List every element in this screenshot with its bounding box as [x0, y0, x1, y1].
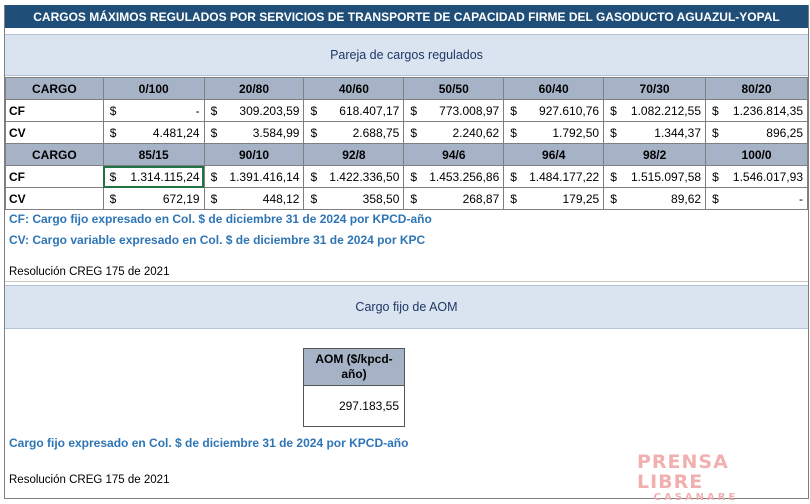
- row-label[interactable]: CF: [6, 166, 104, 188]
- table-header-row: [6, 144, 808, 166]
- charges-table-1: [5, 77, 808, 144]
- table-cell[interactable]: $ 773.008,97: [404, 100, 504, 122]
- table-cell[interactable]: $ 1.391.416,14: [204, 166, 304, 188]
- table-cell[interactable]: $ 896,25: [706, 122, 808, 144]
- table-cell[interactable]: $ 1.484.177,22: [504, 166, 604, 188]
- row-label[interactable]: CV: [6, 188, 104, 210]
- table-cell[interactable]: $ 927.610,76: [504, 100, 604, 122]
- column-header[interactable]: 60/40: [504, 78, 604, 100]
- table-cell[interactable]: $ 672,19: [103, 188, 204, 210]
- table-cell[interactable]: $ 268,87: [404, 188, 504, 210]
- charges-table-2: [5, 143, 808, 210]
- table-row-cv: [6, 122, 808, 144]
- selected-cell[interactable]: $ 1.314.115,24: [103, 166, 204, 188]
- column-header[interactable]: 92/8: [304, 144, 404, 166]
- aom-table: [303, 348, 405, 427]
- column-header[interactable]: 80/20: [706, 78, 808, 100]
- table-cell[interactable]: $ 4.481,24: [103, 122, 204, 144]
- column-header[interactable]: 90/10: [204, 144, 304, 166]
- watermark-line1: PRENSA LIBRE: [637, 451, 729, 493]
- spreadsheet: [4, 5, 809, 503]
- table-cell[interactable]: $ 89,62: [604, 188, 706, 210]
- table-cell[interactable]: $ 1.792,50: [504, 122, 604, 144]
- resolution-text: Resolución CREG 175 de 2021: [9, 266, 170, 278]
- row-label[interactable]: CF: [6, 100, 104, 122]
- table-cell[interactable]: $ 309.203,59: [204, 100, 304, 122]
- table-cell[interactable]: $ -: [706, 188, 808, 210]
- column-header[interactable]: 0/100: [103, 78, 204, 100]
- table-row-cv: [6, 188, 808, 210]
- table-cell[interactable]: $ 1.546.017,93: [706, 166, 808, 188]
- table-cell[interactable]: $ 1.082.212,55: [604, 100, 706, 122]
- aom-header[interactable]: AOM ($/kpcd-año): [304, 349, 404, 386]
- table-cell[interactable]: $ 3.584,99: [204, 122, 304, 144]
- column-header[interactable]: 94/6: [404, 144, 504, 166]
- column-header[interactable]: 96/4: [504, 144, 604, 166]
- row-label[interactable]: CV: [6, 122, 104, 144]
- aom-value[interactable]: 297.183,55: [338, 399, 399, 413]
- watermark-line2: CASANARE: [653, 492, 739, 503]
- column-header[interactable]: 98/2: [604, 144, 706, 166]
- section-title-aom: Cargo fijo de AOM: [5, 285, 808, 329]
- aom-note: Cargo fijo expresado en Col. $ de diciembre 31 de 2024 por KPCD-año: [9, 436, 409, 450]
- column-header[interactable]: 20/80: [204, 78, 304, 100]
- resolution-text: Resolución CREG 175 de 2021: [9, 474, 170, 486]
- table-cell[interactable]: $ 1.453.256,86: [404, 166, 504, 188]
- table-cell[interactable]: $ 1.344,37: [604, 122, 706, 144]
- column-header[interactable]: 70/30: [604, 78, 706, 100]
- table-cell[interactable]: $ 2.240,62: [404, 122, 504, 144]
- table-cell[interactable]: $ 618.407,17: [304, 100, 404, 122]
- table-row-cf: [6, 166, 808, 188]
- table-cell[interactable]: $ 1.422.336,50: [304, 166, 404, 188]
- table-cell[interactable]: $ 448,12: [204, 188, 304, 210]
- cargo-header[interactable]: CARGO: [6, 78, 104, 100]
- prensa-libre-watermark: [637, 451, 755, 503]
- cf-note: CF: Cargo fijo expresado en Col. $ de diciembre 31 de 2024 por KPCD-año: [9, 212, 432, 226]
- column-header[interactable]: 40/60: [304, 78, 404, 100]
- table-cell[interactable]: $ 358,50: [304, 188, 404, 210]
- table-cell[interactable]: $ 179,25: [504, 188, 604, 210]
- cv-note: CV: Cargo variable expresado en Col. $ de diciembre 31 de 2024 por KPC: [9, 233, 426, 247]
- table-row-cf: [6, 100, 808, 122]
- table-cell[interactable]: $ 1.236.814,35: [706, 100, 808, 122]
- column-header[interactable]: 85/15: [103, 144, 204, 166]
- divider: [5, 281, 808, 282]
- table-header-row: [6, 78, 808, 100]
- column-header[interactable]: 100/0: [706, 144, 808, 166]
- table-cell[interactable]: $ 2.688,75: [304, 122, 404, 144]
- table-cell[interactable]: $ -: [103, 100, 204, 122]
- cargo-header[interactable]: CARGO: [6, 144, 104, 166]
- column-header[interactable]: 50/50: [404, 78, 504, 100]
- main-title: CARGOS MÁXIMOS REGULADOS POR SERVICIOS DE TRANSPORTE DE CAPACIDAD FIRME DEL GASODUCTO AGUAZUL-YOPAL: [5, 5, 808, 28]
- section-title-regulated-pairs: Pareja de cargos regulados: [5, 34, 808, 76]
- table-cell[interactable]: $ 1.515.097,58: [604, 166, 706, 188]
